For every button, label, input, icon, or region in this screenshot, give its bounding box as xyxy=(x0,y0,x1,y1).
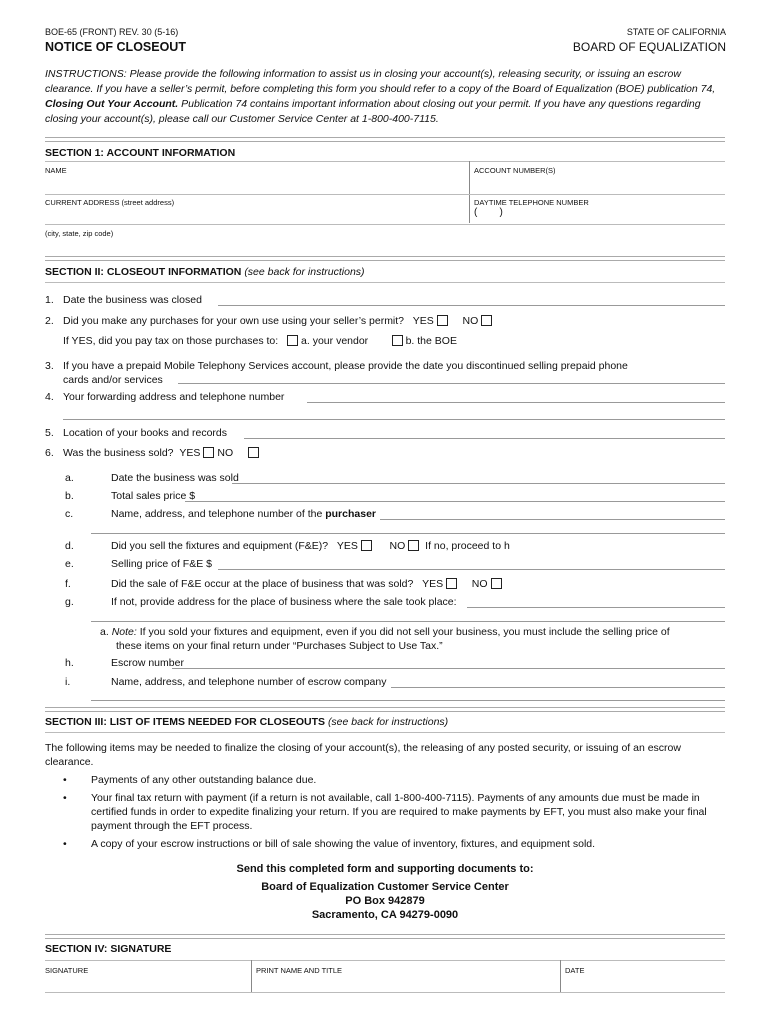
section3-title: SECTION III: LIST OF ITEMS NEEDED FOR CLOSEOUTS (see back for instructions) xyxy=(45,716,449,728)
mailing-address-line1: Board of Equalization Customer Service Center xyxy=(261,881,509,893)
bullet-item: Payments of any other outstanding balance due. xyxy=(91,774,317,786)
question-3: 3. If you have a prepaid Mobile Telephony Services account, please provide the date you discontinued selling prepaid phone xyxy=(45,360,628,372)
divider xyxy=(45,256,725,261)
sale-location-field[interactable] xyxy=(467,607,725,608)
bullet-dot: • xyxy=(63,774,67,786)
divider xyxy=(45,732,725,733)
fe-yes-checkbox[interactable] xyxy=(361,540,372,551)
close-date-field[interactable] xyxy=(218,305,725,306)
agency-name: BOARD OF EQUALIZATION xyxy=(572,40,726,54)
boe-checkbox[interactable] xyxy=(392,335,403,346)
instructions: INSTRUCTIONS: Please provide the following information to assist us in closing your account(s), releasing security, or issuing an escrow clearance. If you have a seller’s permit, before completing this form you should refer to a copy of the Board of Equalization (BOE) publication 74, Closing Out Your Account. Publication 74 contains important information about closing out your permit. If you have any questions regarding closing your account(s), please call our Customer Service Center at 1-800-400-7115. xyxy=(45,68,716,125)
print-name-label: PRINT NAME AND TITLE xyxy=(256,966,342,975)
state-label: STATE OF CALIFORNIA xyxy=(626,27,726,37)
section1-title: SECTION 1: ACCOUNT INFORMATION xyxy=(45,147,236,159)
question-6b: b. Total sales price $ xyxy=(65,490,196,502)
name-field[interactable] xyxy=(45,166,465,192)
divider xyxy=(45,194,725,195)
f-yes-checkbox[interactable] xyxy=(446,578,457,589)
question-6a: a. Date the business was sold xyxy=(65,472,239,484)
question-2: 2. Did you make any purchases for your own use using your seller’s permit? YES NO xyxy=(45,315,495,327)
divider xyxy=(45,992,725,993)
city-field[interactable] xyxy=(45,237,725,255)
bullet-item: Your final tax return with payment (if a return is not available, call 1-800-400-7115). Payments of any amounts due must be made in certified funds in order to expedite finalizing your return. If you are required to make payments by EFT, you must also make your final payment through the EFT process. xyxy=(91,792,707,832)
fe-no-checkbox[interactable] xyxy=(408,540,419,551)
escrow-company-field-2[interactable] xyxy=(91,700,725,701)
question-6i: i. Name, address, and telephone number of escrow company xyxy=(65,676,387,688)
bullet-item: A copy of your escrow instructions or bill of sale showing the value of inventory, fixtures, and equipment sold. xyxy=(91,838,596,850)
books-location-field[interactable] xyxy=(244,438,725,439)
question-6g: g. If not, provide address for the place of business where the sale took place: xyxy=(65,596,457,608)
form-id: BOE-65 (FRONT) REV. 30 (5-16) xyxy=(45,27,179,37)
sales-price-field[interactable] xyxy=(185,501,725,502)
mailing-address-line2: PO Box 942879 xyxy=(345,895,425,907)
account-number-field[interactable] xyxy=(474,176,724,192)
account-number-label: ACCOUNT NUMBER(S) xyxy=(474,166,556,175)
question-6d: d. Did you sell the fixtures and equipment (F&E)? YES NO If no, proceed to h xyxy=(65,540,510,552)
purchaser-field-2[interactable] xyxy=(91,533,725,534)
divider xyxy=(469,161,470,223)
fe-price-field[interactable] xyxy=(218,569,725,570)
question-6e: e. Selling price of F&E $ xyxy=(65,558,212,570)
divider xyxy=(45,161,725,162)
sale-location-field-2[interactable] xyxy=(91,621,725,622)
question-3-line2: cards and/or services xyxy=(63,374,163,386)
fe-note-line2: these items on your final return under “Purchases Subject to Use Tax.” xyxy=(116,640,443,652)
section2-title: SECTION II: CLOSEOUT INFORMATION (see back for instructions) xyxy=(45,266,365,278)
divider xyxy=(45,960,725,961)
escrow-company-field[interactable] xyxy=(391,687,725,688)
question-1: 1. Date the business was closed xyxy=(45,294,202,306)
vendor-checkbox[interactable] xyxy=(287,335,298,346)
divider xyxy=(45,934,725,939)
date-field[interactable] xyxy=(565,975,725,991)
address-field[interactable] xyxy=(45,207,465,223)
question-6f: f. Did the sale of F&E occur at the place of business that was sold? YES NO xyxy=(65,578,505,590)
divider xyxy=(560,960,561,992)
escrow-number-field[interactable] xyxy=(172,668,725,669)
question-4: 4. Your forwarding address and telephone number xyxy=(45,391,285,403)
signature-field[interactable] xyxy=(45,975,245,991)
q6-no-checkbox[interactable] xyxy=(248,447,259,458)
date-label: DATE xyxy=(565,966,585,975)
page-title: NOTICE OF CLOSEOUT xyxy=(45,40,186,54)
divider xyxy=(45,707,725,712)
send-to-heading: Send this completed form and supporting documents to: xyxy=(236,863,534,875)
purchaser-field[interactable] xyxy=(380,519,725,520)
mts-date-field[interactable] xyxy=(178,383,725,384)
city-label: (city, state, zip code) xyxy=(45,229,114,238)
section3-intro: The following items may be needed to finalize the closing of your account(s), the releasing of any posted security, or issuing of an escrow clearance. xyxy=(45,742,681,768)
divider xyxy=(45,137,725,142)
question-6: 6. Was the business sold? YES NO xyxy=(45,447,262,459)
question-6c: c. Name, address, and telephone number of the purchaser xyxy=(65,508,377,520)
f-no-checkbox[interactable] xyxy=(491,578,502,589)
divider xyxy=(251,960,252,992)
fe-note: a. Note: If you sold your fixtures and equipment, even if you did not sell your business, you must include the selling price of xyxy=(100,626,670,638)
bullet-dot: • xyxy=(63,838,67,850)
sold-date-field[interactable] xyxy=(232,483,725,484)
print-name-field[interactable] xyxy=(256,975,556,991)
q2-yes-checkbox[interactable] xyxy=(437,315,448,326)
divider xyxy=(45,282,725,283)
bullet-dot: • xyxy=(63,792,67,804)
question-6h: h. Escrow number xyxy=(65,657,184,669)
q2-no-checkbox[interactable] xyxy=(481,315,492,326)
phone-field[interactable]: ( ) xyxy=(474,207,503,218)
name-label: NAME xyxy=(45,166,67,175)
divider xyxy=(45,224,725,225)
signature-label: SIGNATURE xyxy=(45,966,89,975)
question-2-sub: If YES, did you pay tax on those purchases to: a. your vendor b. the BOE xyxy=(63,335,457,347)
section4-title: SECTION IV: SIGNATURE xyxy=(45,943,172,955)
forwarding-address-field[interactable] xyxy=(307,402,725,403)
forwarding-address-field-2[interactable] xyxy=(63,419,725,420)
question-5: 5. Location of your books and records xyxy=(45,427,228,439)
address-label: CURRENT ADDRESS (street address) xyxy=(45,198,175,207)
mailing-address-line3: Sacramento, CA 94279-0090 xyxy=(311,909,459,921)
q6-yes-checkbox[interactable] xyxy=(203,447,214,458)
phone-label: DAYTIME TELEPHONE NUMBER xyxy=(474,198,589,207)
